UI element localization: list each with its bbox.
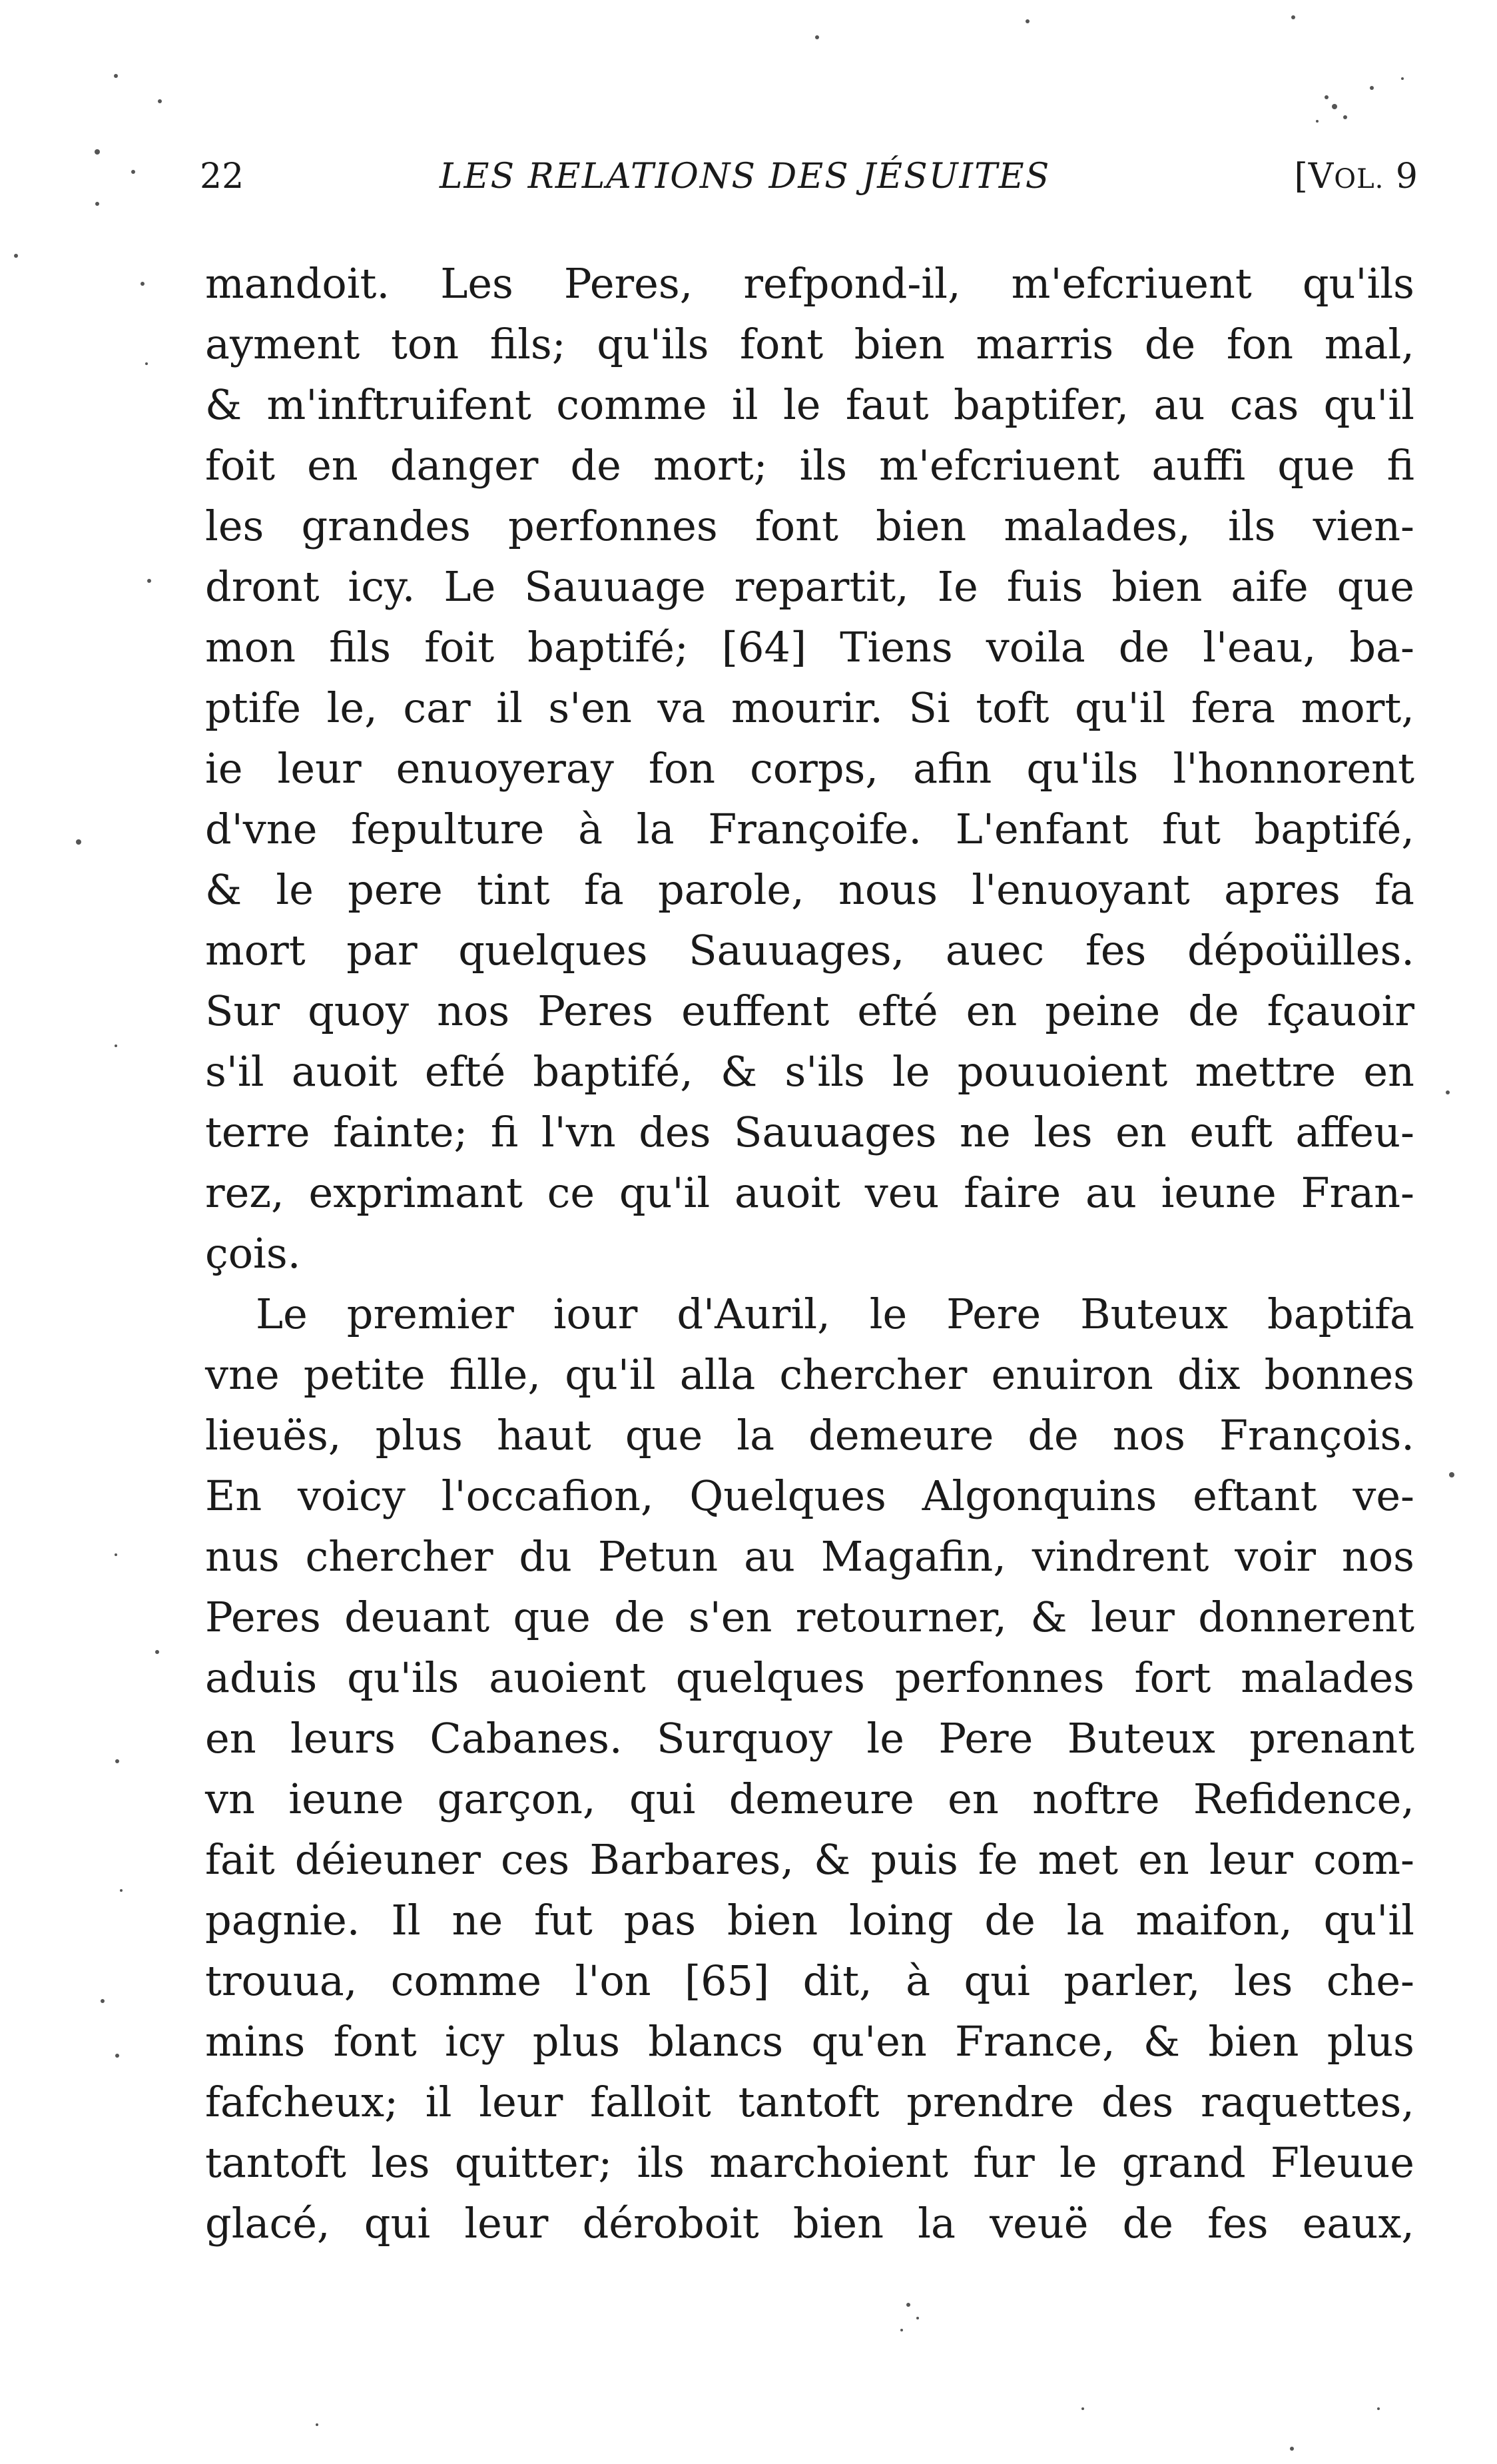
text-line: & m'inftruifent comme il le faut baptifer, au cas qu'il [205,380,1414,429]
text-line: s'il auoit efté baptifé, & s'ils le pouuoient mettre en [205,1047,1414,1096]
speck [95,202,99,206]
speck [815,35,819,39]
text-line: ptife le, car il s'en va mourir. Si toft qu'il fera mort, [205,683,1414,732]
text-line: vn ieune garçon, qui demeure en noftre Refidence, [205,1775,1414,1823]
speck [115,1044,117,1047]
text-line: dront icy. Le Sauuage repartit, Ie fuis bien aife que [205,562,1414,611]
text-line: les grandes perfonnes font bien malades, ils vien- [205,502,1414,550]
speck [1325,95,1329,99]
text-line: lieuës, plus haut que la demeure de nos François. [205,1411,1414,1459]
page-header [200,150,1418,203]
speck [115,1759,119,1763]
speck [101,1999,105,2003]
text-line: nus chercher du Petun au Magafin, vindrent voir nos [205,1532,1414,1581]
text-line: mort par quelques Sauuages, auec fes dépoüilles. [205,926,1414,975]
speck [95,149,100,155]
text-line: trouua, comme l'on [65] dit, à qui parler, les che- [205,1956,1414,2005]
running-title: LES RELATIONS DES JÉSUITES [440,157,1051,197]
text-line: vne petite fille, qu'il alla chercher enuiron dix bonnes [205,1350,1414,1399]
page-number: 22 [200,157,244,197]
text-line: d'vne fepulture à la Françoife. L'enfant fut baptifé, [205,805,1414,853]
volume-number: 9 [1395,157,1418,197]
speck [916,2317,919,2319]
speck [1316,120,1319,123]
speck [1026,19,1030,23]
speck [115,1553,117,1556]
text-line: fafcheux; il leur falloit tantoft prendre des raquettes, [205,2078,1414,2126]
speck [120,1889,123,1892]
text-line: en leurs Cabanes. Surquoy le Pere Buteux prenant [205,1714,1414,1763]
text-line: ie leur enuoyeray fon corps, afin qu'ils l'honnorent [205,744,1414,793]
text-line: pagnie. Il ne fut pas bien loing de la maifon, qu'il [205,1896,1414,1944]
speck [1446,1090,1450,1094]
speck [1370,86,1374,90]
text-line: glacé, qui leur déroboit bien la veuë de fes eaux, [205,2199,1414,2248]
body-text [205,253,1414,2254]
speck [900,2329,903,2331]
speck [1343,115,1347,119]
text-line: En voicy l'occafion, Quelques Algonquins eftant ve- [205,1471,1414,1520]
text-line: mins font icy plus blancs qu'en France, & bien plus [205,2017,1414,2066]
text-line: Le premier iour d'Auril, le Pere Buteux baptifa [256,1290,1414,1338]
speck [1449,1472,1454,1477]
volume-prefix: [V [1294,157,1335,197]
text-line: çois. [205,1229,301,1278]
text-line: Peres deuant que de s'en retourner, & leur donnerent [205,1593,1414,1641]
speck [1377,2407,1380,2410]
speck [1291,15,1295,19]
speck [1290,2447,1294,2451]
text-line: rez, exprimant ce qu'il auoit veu faire au ieune Fran- [205,1168,1414,1217]
speck [1081,2407,1084,2410]
speck [145,362,148,365]
text-line: fait déieuner ces Barbares, & puis fe met en leur com- [205,1835,1414,1884]
speck [316,2423,318,2426]
text-line: ayment ton fils; qu'ils font bien marris de fon mal, [205,320,1414,368]
speck [155,1650,159,1654]
text-line: tantoft les quitter; ils marchoient fur le grand Fleuue [205,2138,1414,2187]
text-line: & le pere tint fa parole, nous l'enuoyant apres fa [205,865,1414,914]
speck [147,579,151,583]
volume-smallcaps: OL. [1334,164,1384,195]
volume-label [1294,150,1418,206]
text-line: Sur quoy nos Peres euffent efté en peine de fçauoir [205,987,1414,1035]
text-line: terre fainte; fi l'vn des Sauuages ne les en euft affeu- [205,1108,1414,1156]
speck [131,170,135,174]
text-line: foit en danger de mort; ils m'efcriuent auffi que fi [205,441,1414,490]
speck [158,99,162,103]
text-line: mon fils foit baptifé; [64] Tiens voila de l'eau, ba- [205,623,1414,671]
speck [1332,104,1337,109]
speck [115,2054,119,2058]
speck [906,2303,910,2307]
speck [141,282,145,286]
text-line: mandoit. Les Peres, refpond-il, m'efcriuent qu'ils [205,259,1414,308]
speck [76,839,81,845]
speck [1401,77,1404,80]
text-line: aduis qu'ils auoient quelques perfonnes fort malades [205,1653,1414,1702]
speck [114,74,118,78]
speck [14,254,18,258]
